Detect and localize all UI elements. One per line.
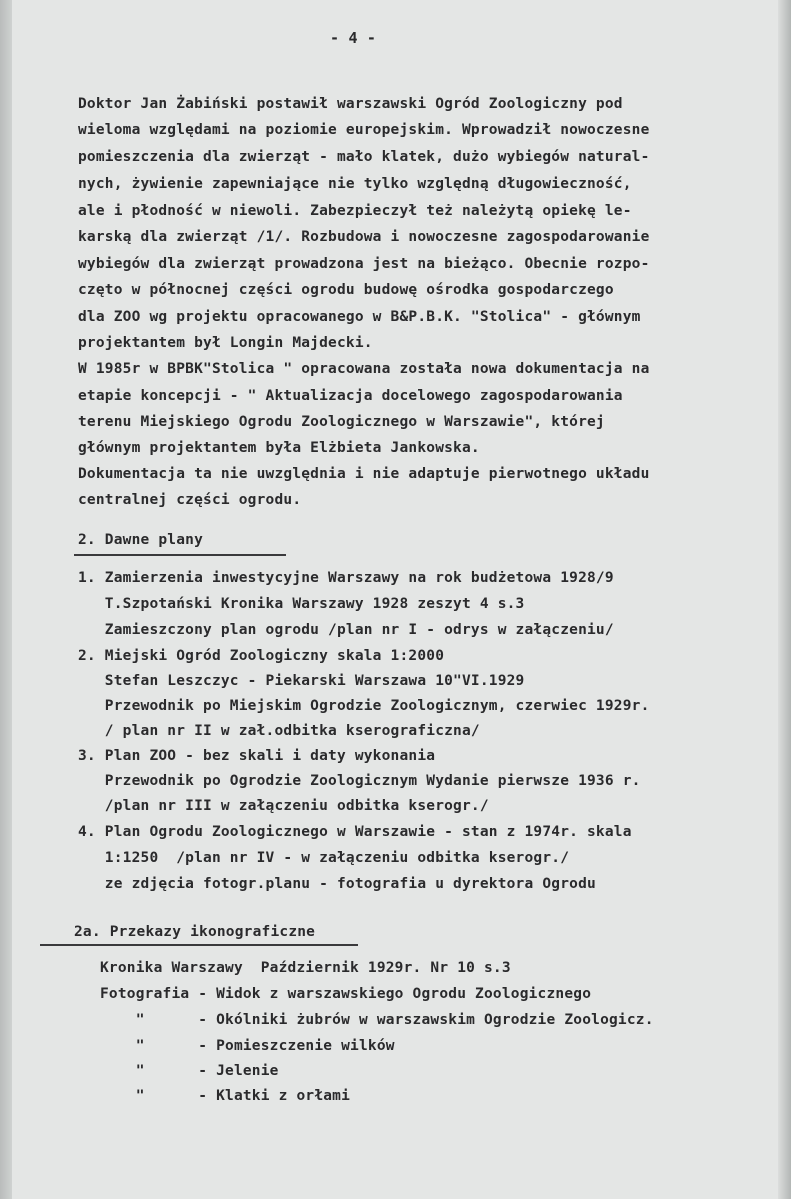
intro-line: nych, żywienie zapewniające nie tylko względną długowieczność, [78, 176, 632, 192]
intro-line: karską dla zwierząt /1/. Rozbudowa i nowoczesne zagospodarowanie [78, 229, 650, 245]
section-2-heading: 2. Dawne plany [78, 532, 204, 548]
section-2-line: Stefan Leszczyc - Piekarski Warszawa 10"VI.1929 [78, 673, 525, 689]
intro-line: pomieszczenia dla zwierząt - mało klatek, dużo wybiegów natural- [78, 149, 650, 165]
intro-line: etapie koncepcji - " Aktualizacja docelowego zagospodarowania [78, 388, 623, 404]
intro-line: wybiegów dla zwierząt prowadzona jest na bieżąco. Obecnie rozpo- [78, 256, 650, 272]
intro-line: centralnej części ogrodu. [78, 492, 302, 508]
section-2-line: 1. Zamierzenia inwestycyjne Warszawy na rok budżetowa 1928/9 [78, 570, 614, 586]
section-2a-line: Kronika Warszawy Październik 1929r. Nr 10 s.3 [100, 960, 511, 976]
intro-line: W 1985r w BPBK"Stolica " opracowana została nowa dokumentacja na [78, 361, 650, 377]
intro-line: ale i płodność w niewoli. Zabezpieczył też należytą opiekę le- [78, 203, 632, 219]
section-2-underline [74, 554, 286, 556]
section-2-line: T.Szpotański Kronika Warszawy 1928 zeszyt 4 s.3 [78, 596, 525, 612]
section-2-line: 1:1250 /plan nr IV - w załączeniu odbitka kserogr./ [78, 850, 570, 866]
section-2-line: 3. Plan ZOO - bez skali i daty wykonania [78, 748, 436, 764]
intro-line: projektantem był Longin Majdecki. [78, 335, 373, 351]
section-2a-line: " - Okólniki żubrów w warszawskim Ogrodzie Zoologicz. [100, 1012, 654, 1028]
section-2-line: / plan nr II w zał.odbitka kserograficzna/ [78, 723, 480, 739]
section-2a-line: " - Jelenie [100, 1063, 279, 1079]
section-2a-line: Fotografia - Widok z warszawskiego Ogrodu Zoologicznego [100, 986, 592, 1002]
intro-line: głównym projektantem była Elżbieta Jankowska. [78, 440, 480, 456]
section-2-line: ze zdjęcia fotogr.planu - fotografia u dyrektora Ogrodu [78, 876, 596, 892]
section-2-line: /plan nr III w załączeniu odbitka kserogr./ [78, 798, 489, 814]
section-2a-heading: 2a. Przekazy ikonograficzne [74, 924, 316, 940]
intro-line: dla ZOO wg projektu opracowanego w B&P.B.K. "Stolica" - głównym [78, 309, 641, 325]
section-2-line: Zamieszczony plan ogrodu /plan nr I - odrys w załączeniu/ [78, 622, 614, 638]
section-2-line: 2. Miejski Ogród Zoologiczny skala 1:2000 [78, 648, 445, 664]
page-right-shadow [778, 0, 791, 1199]
intro-line: Dokumentacja ta nie uwzględnia i nie adaptuje pierwotnego układu [78, 466, 650, 482]
page-number: - 4 - [330, 29, 377, 47]
section-2a-line: " - Pomieszczenie wilków [100, 1038, 395, 1054]
section-2-line: Przewodnik po Ogrodzie Zoologicznym Wydanie pierwsze 1936 r. [78, 773, 641, 789]
section-2-line: Przewodnik po Miejskim Ogrodzie Zoologicznym, czerwiec 1929r. [78, 698, 650, 714]
section-2-line: 4. Plan Ogrodu Zoologicznego w Warszawie - stan z 1974r. skala [78, 824, 632, 840]
intro-line: częto w północnej części ogrodu budowę ośrodka gospodarczego [78, 282, 614, 298]
intro-line: terenu Miejskiego Ogrodu Zoologicznego w Warszawie", której [78, 414, 605, 430]
section-2a-underline [40, 944, 358, 946]
intro-line: Doktor Jan Żabiński postawił warszawski Ogród Zoologiczny pod [78, 96, 623, 112]
intro-line: wieloma względami na poziomie europejskim. Wprowadził nowoczesne [78, 122, 650, 138]
page-left-shadow [0, 0, 12, 1199]
section-2a-line: " - Klatki z orłami [100, 1088, 351, 1104]
